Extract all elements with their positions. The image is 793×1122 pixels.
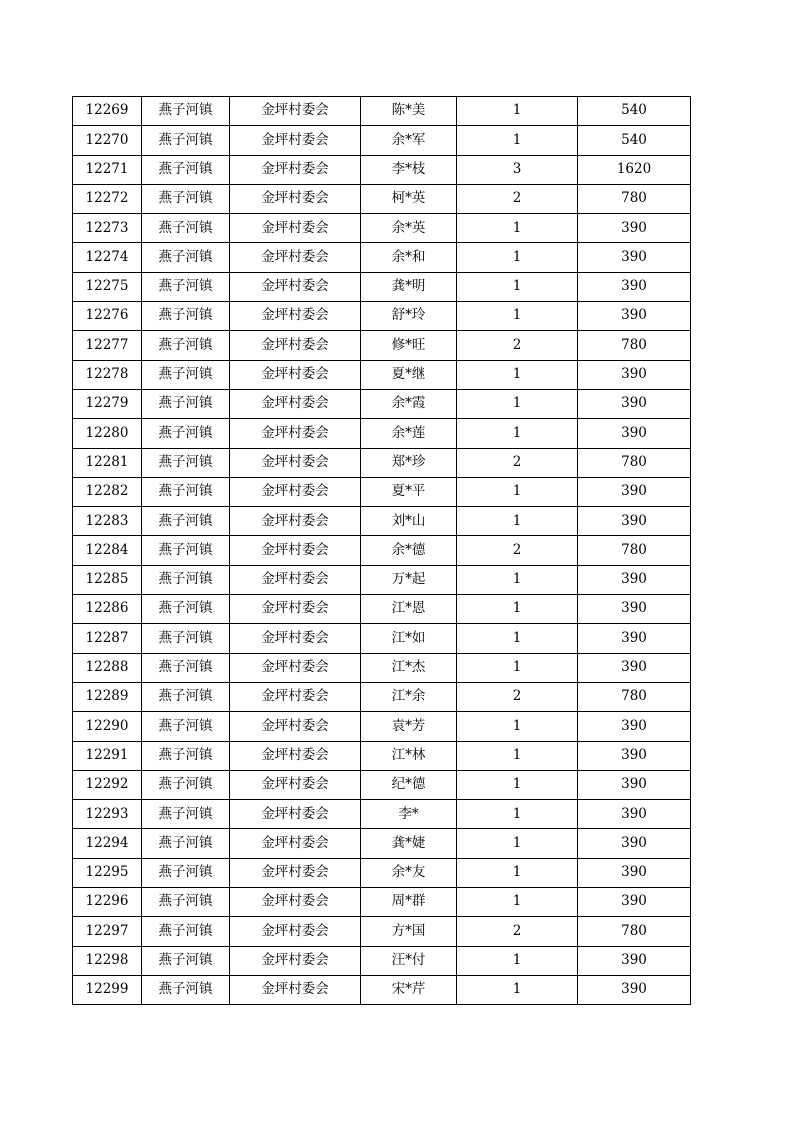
count-cell: 1 (457, 126, 578, 155)
table-row (73, 565, 691, 594)
row-number-cell: 12279 (73, 389, 142, 418)
name-cell: 江*林 (361, 741, 457, 770)
count-cell: 1 (457, 712, 578, 741)
amount-cell: 390 (578, 214, 691, 243)
town-cell: 燕子河镇 (142, 536, 230, 565)
amount-cell: 780 (578, 536, 691, 565)
name-cell: 周*群 (361, 888, 457, 917)
table-row (73, 946, 691, 975)
row-number-cell: 12293 (73, 800, 142, 829)
row-number-cell: 12295 (73, 858, 142, 887)
village-committee-cell: 金坪村委会 (230, 243, 361, 272)
name-cell: 李*枝 (361, 155, 457, 184)
town-cell: 燕子河镇 (142, 565, 230, 594)
village-committee-cell: 金坪村委会 (230, 595, 361, 624)
village-committee-cell: 金坪村委会 (230, 360, 361, 389)
amount-cell: 780 (578, 917, 691, 946)
row-number-cell: 12271 (73, 155, 142, 184)
table-row (73, 360, 691, 389)
village-committee-cell: 金坪村委会 (230, 975, 361, 1004)
town-cell: 燕子河镇 (142, 507, 230, 536)
village-committee-cell: 金坪村委会 (230, 829, 361, 858)
row-number-cell: 12287 (73, 624, 142, 653)
town-cell: 燕子河镇 (142, 243, 230, 272)
name-cell: 纪*德 (361, 770, 457, 799)
table-row (73, 624, 691, 653)
name-cell: 龚*明 (361, 272, 457, 301)
village-committee-cell: 金坪村委会 (230, 682, 361, 711)
table-row (73, 97, 691, 126)
village-committee-cell: 金坪村委会 (230, 946, 361, 975)
count-cell: 1 (457, 595, 578, 624)
row-number-cell: 12281 (73, 448, 142, 477)
table-row (73, 975, 691, 1004)
row-number-cell: 12292 (73, 770, 142, 799)
town-cell: 燕子河镇 (142, 155, 230, 184)
amount-cell: 390 (578, 858, 691, 887)
village-committee-cell: 金坪村委会 (230, 536, 361, 565)
count-cell: 1 (457, 858, 578, 887)
amount-cell: 390 (578, 272, 691, 301)
amount-cell: 390 (578, 360, 691, 389)
village-committee-cell: 金坪村委会 (230, 184, 361, 213)
town-cell: 燕子河镇 (142, 741, 230, 770)
name-cell: 江*余 (361, 682, 457, 711)
count-cell: 2 (457, 682, 578, 711)
name-cell: 余*霞 (361, 389, 457, 418)
count-cell: 1 (457, 389, 578, 418)
row-number-cell: 12272 (73, 184, 142, 213)
row-number-cell: 12297 (73, 917, 142, 946)
name-cell: 郑*珍 (361, 448, 457, 477)
name-cell: 舒*玲 (361, 302, 457, 331)
amount-cell: 390 (578, 829, 691, 858)
data-table (72, 96, 691, 1005)
row-number-cell: 12282 (73, 477, 142, 506)
town-cell: 燕子河镇 (142, 419, 230, 448)
town-cell: 燕子河镇 (142, 712, 230, 741)
name-cell: 李* (361, 800, 457, 829)
village-committee-cell: 金坪村委会 (230, 448, 361, 477)
name-cell: 夏*平 (361, 477, 457, 506)
amount-cell: 780 (578, 682, 691, 711)
name-cell: 陈*美 (361, 97, 457, 126)
town-cell: 燕子河镇 (142, 888, 230, 917)
amount-cell: 390 (578, 800, 691, 829)
count-cell: 2 (457, 331, 578, 360)
amount-cell: 780 (578, 331, 691, 360)
count-cell: 1 (457, 360, 578, 389)
amount-cell: 390 (578, 595, 691, 624)
town-cell: 燕子河镇 (142, 858, 230, 887)
town-cell: 燕子河镇 (142, 360, 230, 389)
town-cell: 燕子河镇 (142, 800, 230, 829)
amount-cell: 390 (578, 770, 691, 799)
town-cell: 燕子河镇 (142, 975, 230, 1004)
row-number-cell: 12289 (73, 682, 142, 711)
amount-cell: 1620 (578, 155, 691, 184)
town-cell: 燕子河镇 (142, 917, 230, 946)
row-number-cell: 12280 (73, 419, 142, 448)
table-row (73, 682, 691, 711)
row-number-cell: 12298 (73, 946, 142, 975)
table-row (73, 536, 691, 565)
amount-cell: 390 (578, 653, 691, 682)
amount-cell: 540 (578, 97, 691, 126)
table-row (73, 243, 691, 272)
name-cell: 江*杰 (361, 653, 457, 682)
town-cell: 燕子河镇 (142, 946, 230, 975)
town-cell: 燕子河镇 (142, 448, 230, 477)
town-cell: 燕子河镇 (142, 389, 230, 418)
amount-cell: 390 (578, 477, 691, 506)
village-committee-cell: 金坪村委会 (230, 565, 361, 594)
table-row (73, 184, 691, 213)
count-cell: 1 (457, 272, 578, 301)
table-row (73, 829, 691, 858)
count-cell: 2 (457, 448, 578, 477)
amount-cell: 390 (578, 741, 691, 770)
amount-cell: 390 (578, 302, 691, 331)
town-cell: 燕子河镇 (142, 682, 230, 711)
name-cell: 余*友 (361, 858, 457, 887)
count-cell: 1 (457, 97, 578, 126)
count-cell: 1 (457, 477, 578, 506)
table-row (73, 770, 691, 799)
amount-cell: 390 (578, 624, 691, 653)
village-committee-cell: 金坪村委会 (230, 126, 361, 155)
name-cell: 余*德 (361, 536, 457, 565)
count-cell: 1 (457, 829, 578, 858)
town-cell: 燕子河镇 (142, 595, 230, 624)
name-cell: 余*军 (361, 126, 457, 155)
village-committee-cell: 金坪村委会 (230, 331, 361, 360)
table-row (73, 800, 691, 829)
table-row (73, 302, 691, 331)
table-row (73, 155, 691, 184)
row-number-cell: 12291 (73, 741, 142, 770)
town-cell: 燕子河镇 (142, 272, 230, 301)
amount-cell: 780 (578, 448, 691, 477)
row-number-cell: 12296 (73, 888, 142, 917)
count-cell: 1 (457, 770, 578, 799)
count-cell: 1 (457, 302, 578, 331)
village-committee-cell: 金坪村委会 (230, 653, 361, 682)
village-committee-cell: 金坪村委会 (230, 712, 361, 741)
table-body (73, 97, 691, 1005)
village-committee-cell: 金坪村委会 (230, 507, 361, 536)
village-committee-cell: 金坪村委会 (230, 770, 361, 799)
amount-cell: 390 (578, 507, 691, 536)
name-cell: 夏*继 (361, 360, 457, 389)
amount-cell: 780 (578, 184, 691, 213)
row-number-cell: 12294 (73, 829, 142, 858)
count-cell: 1 (457, 565, 578, 594)
table-row (73, 917, 691, 946)
village-committee-cell: 金坪村委会 (230, 624, 361, 653)
village-committee-cell: 金坪村委会 (230, 858, 361, 887)
village-committee-cell: 金坪村委会 (230, 389, 361, 418)
name-cell: 刘*山 (361, 507, 457, 536)
table-row (73, 858, 691, 887)
town-cell: 燕子河镇 (142, 97, 230, 126)
town-cell: 燕子河镇 (142, 653, 230, 682)
table-row (73, 419, 691, 448)
table-row (73, 477, 691, 506)
count-cell: 1 (457, 975, 578, 1004)
name-cell: 修*旺 (361, 331, 457, 360)
name-cell: 方*国 (361, 917, 457, 946)
table-row (73, 741, 691, 770)
table-row (73, 331, 691, 360)
row-number-cell: 12275 (73, 272, 142, 301)
village-committee-cell: 金坪村委会 (230, 477, 361, 506)
amount-cell: 390 (578, 975, 691, 1004)
count-cell: 2 (457, 184, 578, 213)
village-committee-cell: 金坪村委会 (230, 97, 361, 126)
row-number-cell: 12278 (73, 360, 142, 389)
amount-cell: 390 (578, 389, 691, 418)
name-cell: 余*和 (361, 243, 457, 272)
count-cell: 1 (457, 624, 578, 653)
count-cell: 1 (457, 741, 578, 770)
row-number-cell: 12273 (73, 214, 142, 243)
count-cell: 2 (457, 917, 578, 946)
village-committee-cell: 金坪村委会 (230, 214, 361, 243)
village-committee-cell: 金坪村委会 (230, 302, 361, 331)
table-row (73, 595, 691, 624)
table-row (73, 214, 691, 243)
town-cell: 燕子河镇 (142, 126, 230, 155)
row-number-cell: 12274 (73, 243, 142, 272)
town-cell: 燕子河镇 (142, 184, 230, 213)
row-number-cell: 12285 (73, 565, 142, 594)
amount-cell: 390 (578, 946, 691, 975)
count-cell: 1 (457, 653, 578, 682)
town-cell: 燕子河镇 (142, 770, 230, 799)
count-cell: 1 (457, 507, 578, 536)
row-number-cell: 12290 (73, 712, 142, 741)
town-cell: 燕子河镇 (142, 829, 230, 858)
table-row (73, 448, 691, 477)
village-committee-cell: 金坪村委会 (230, 741, 361, 770)
row-number-cell: 12277 (73, 331, 142, 360)
village-committee-cell: 金坪村委会 (230, 800, 361, 829)
table-row (73, 507, 691, 536)
count-cell: 2 (457, 536, 578, 565)
count-cell: 1 (457, 243, 578, 272)
count-cell: 1 (457, 419, 578, 448)
name-cell: 余*英 (361, 214, 457, 243)
village-committee-cell: 金坪村委会 (230, 917, 361, 946)
row-number-cell: 12269 (73, 97, 142, 126)
name-cell: 柯*英 (361, 184, 457, 213)
count-cell: 3 (457, 155, 578, 184)
count-cell: 1 (457, 214, 578, 243)
table-row (73, 653, 691, 682)
village-committee-cell: 金坪村委会 (230, 419, 361, 448)
count-cell: 1 (457, 888, 578, 917)
row-number-cell: 12299 (73, 975, 142, 1004)
town-cell: 燕子河镇 (142, 624, 230, 653)
table-row (73, 888, 691, 917)
village-committee-cell: 金坪村委会 (230, 155, 361, 184)
table-row (73, 126, 691, 155)
table-row (73, 389, 691, 418)
name-cell: 江*如 (361, 624, 457, 653)
table-row (73, 712, 691, 741)
amount-cell: 390 (578, 243, 691, 272)
row-number-cell: 12270 (73, 126, 142, 155)
village-committee-cell: 金坪村委会 (230, 272, 361, 301)
town-cell: 燕子河镇 (142, 214, 230, 243)
town-cell: 燕子河镇 (142, 302, 230, 331)
row-number-cell: 12286 (73, 595, 142, 624)
row-number-cell: 12276 (73, 302, 142, 331)
row-number-cell: 12288 (73, 653, 142, 682)
amount-cell: 390 (578, 712, 691, 741)
name-cell: 汪*付 (361, 946, 457, 975)
name-cell: 江*恩 (361, 595, 457, 624)
amount-cell: 390 (578, 888, 691, 917)
name-cell: 万*起 (361, 565, 457, 594)
amount-cell: 390 (578, 419, 691, 448)
name-cell: 余*莲 (361, 419, 457, 448)
name-cell: 龚*婕 (361, 829, 457, 858)
name-cell: 宋*芹 (361, 975, 457, 1004)
row-number-cell: 12284 (73, 536, 142, 565)
town-cell: 燕子河镇 (142, 331, 230, 360)
amount-cell: 390 (578, 565, 691, 594)
count-cell: 1 (457, 800, 578, 829)
village-committee-cell: 金坪村委会 (230, 888, 361, 917)
row-number-cell: 12283 (73, 507, 142, 536)
amount-cell: 540 (578, 126, 691, 155)
count-cell: 1 (457, 946, 578, 975)
name-cell: 袁*芳 (361, 712, 457, 741)
table-row (73, 272, 691, 301)
town-cell: 燕子河镇 (142, 477, 230, 506)
